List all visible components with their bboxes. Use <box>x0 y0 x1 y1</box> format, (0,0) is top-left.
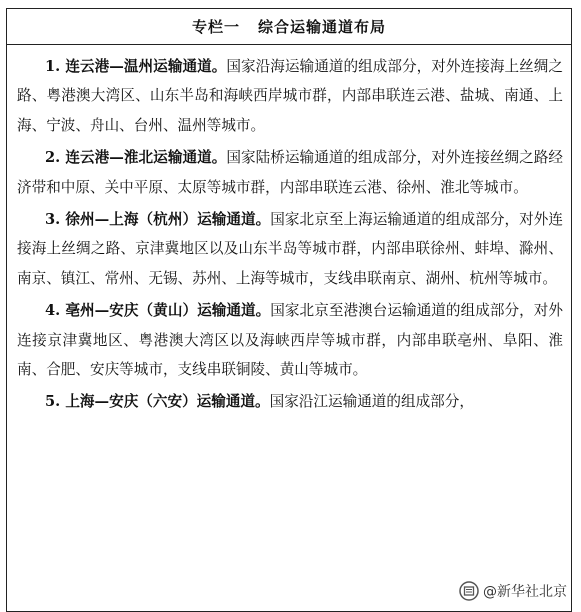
watermark <box>455 580 571 602</box>
paragraph-heading: 2. 连云港—淮北运输通道。 <box>45 149 227 167</box>
paragraph-5 <box>17 387 563 416</box>
paragraph-heading: 4. 亳州—安庆（黄山）运输通道。 <box>45 302 271 320</box>
paragraph-body: 国家沿海运输通道的组成部分，对外连接海上丝绸之路、粤港澳大湾区、山东半岛和海峡西岸城市群，内部串联连云港、盐城、南通、上海、宁波、舟山、台州、温州等城市。 <box>17 58 563 134</box>
paragraph-body: 国家沿江运输通道的组成部分， <box>269 393 474 411</box>
paragraph-heading: 1. 连云港—温州运输通道。 <box>45 58 227 75</box>
box-title-text: 综合运输通道布局 <box>258 18 387 36</box>
paragraph-4 <box>17 296 563 384</box>
paragraph-body: 国家北京至港澳台运输通道的组成部分，对外连接京津冀地区、粤港澳大湾区以及海峡西岸等城市群，内部串联亳州、阜阳、淮南、合肥、安庆等城市，支线串联铜陵、黄山等城市。 <box>17 302 563 379</box>
column-box <box>6 8 572 612</box>
box-title-label: 专栏一 <box>191 18 240 36</box>
paragraph-body: 国家陆桥运输通道的组成部分，对外连接丝绸之路经济带和中原、关中平原、太原等城市群，内部串联连云港、徐州、淮北等城市。 <box>17 149 563 196</box>
paragraph-heading: 3. 徐州—上海（杭州）运输通道。 <box>45 211 271 229</box>
paragraph-1 <box>17 52 563 140</box>
watermark-text: @新华社北京 <box>483 584 567 600</box>
paragraph-3 <box>17 205 563 293</box>
paragraph-2 <box>17 143 563 202</box>
newspaper-logo-icon <box>459 581 479 601</box>
box-title-row <box>7 9 571 45</box>
box-content <box>7 45 571 417</box>
box-title <box>192 16 386 37</box>
paragraph-body: 国家北京至上海运输通道的组成部分，对外连接海上丝绸之路、京津冀地区以及山东半岛等城市群，内部串联徐州、蚌埠、滁州、南京、镇江、常州、无锡、苏州、上海等城市，支线串联南京、湖州、杭州等城市。 <box>17 211 563 287</box>
paragraph-heading: 5. 上海—安庆（六安）运输通道。 <box>45 393 270 411</box>
